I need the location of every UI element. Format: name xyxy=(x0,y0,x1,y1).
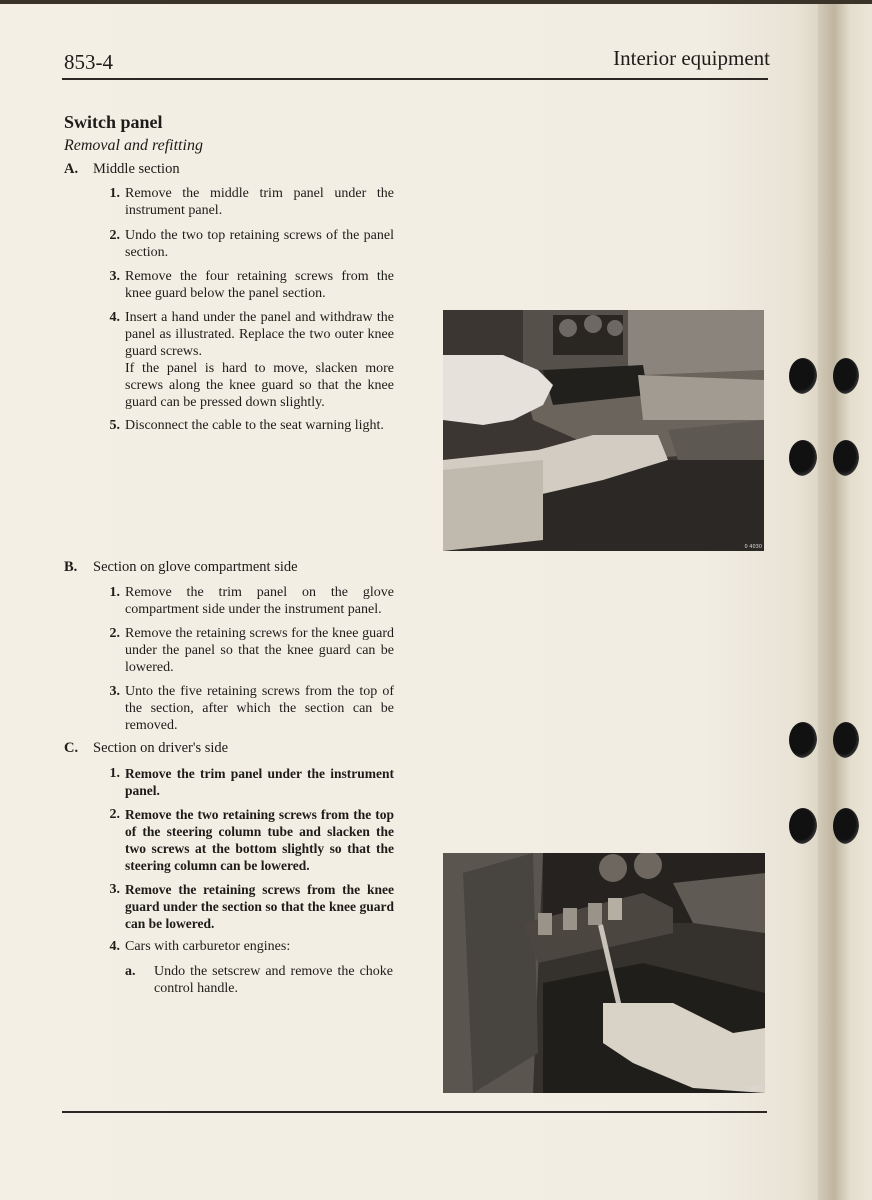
top-edge xyxy=(0,0,872,4)
part-a-step-1: 1. Remove the middle trim panel under the instrument panel. xyxy=(109,186,394,218)
figure-1-label: 0 4030 xyxy=(744,544,762,550)
part-c-step-2: 2. Remove the two retaining screws from the top of the steering column tube and slacken the two screws at the bottom slightly so that the steering column can be lowered. xyxy=(109,807,394,873)
footer-rule xyxy=(62,1111,767,1113)
part-b-step-1: 1. Remove the trim panel on the glove compartment side under the instrument panel. xyxy=(109,585,394,617)
part-b-heading xyxy=(64,559,298,576)
part-a-step-3: 3. Remove the four retaining screws from the knee guard below the panel section. xyxy=(109,269,394,301)
page-number: 853-4 xyxy=(64,50,113,74)
part-c-substep-a: a. Undo the setscrew and remove the choke control handle. xyxy=(125,964,393,996)
part-b-title: Section on glove compartment side xyxy=(93,559,298,575)
part-c-title: Section on driver's side xyxy=(93,740,229,756)
part-b-step-3: 3. Unto the five retaining screws from the top of the section, after which the section can be removed. xyxy=(109,684,394,733)
header-rule xyxy=(62,78,768,80)
binder-hole-icon xyxy=(789,440,817,476)
part-a-step-4: 4. Insert a hand under the panel and withdraw the panel as illustrated. Replace the two outer knee guard screws. If the panel is hard to move, slacken more screws along the knee guard so that the knee guard can be pressed down slightly. xyxy=(109,310,394,410)
part-a-title: Middle section xyxy=(93,161,180,177)
binder-hole-icon xyxy=(833,440,859,476)
figure-withdraw-panel-image xyxy=(443,310,764,551)
part-c-step-1: 1. Remove the trim panel under the instrument panel. xyxy=(109,766,394,798)
part-a-step-2: 2. Undo the two top retaining screws of the panel section. xyxy=(109,228,394,260)
section-title: Switch panel xyxy=(64,112,163,132)
binder-hole-icon xyxy=(789,808,817,844)
figure-2-label: 0 4031 xyxy=(745,1086,763,1092)
part-a-step-5: 5. Disconnect the cable to the seat warning light. xyxy=(109,418,384,433)
part-a-heading xyxy=(64,161,180,178)
chapter-title: Interior equipment xyxy=(613,46,770,70)
binder-hole-icon xyxy=(789,722,817,758)
part-c-step-4: 4. Cars with carburetor engines: xyxy=(109,939,291,954)
part-b-letter: B. xyxy=(64,559,78,575)
figure-withdraw-panel xyxy=(443,310,764,551)
part-b-step-2: 2. Remove the retaining screws for the knee guard under the panel so that the knee guard can be lowered. xyxy=(109,626,394,675)
binder-hole-icon xyxy=(789,358,817,394)
binding-gutter xyxy=(818,0,872,1200)
binder-hole-icon xyxy=(833,358,859,394)
part-c-heading xyxy=(64,740,228,757)
figure-choke-handle xyxy=(443,853,765,1093)
part-c-letter: C. xyxy=(64,740,79,756)
part-a-letter: A. xyxy=(64,161,79,177)
figure-choke-handle-image xyxy=(443,853,765,1093)
binder-hole-icon xyxy=(833,722,859,758)
part-a-step-4-note: If the panel is hard to move, slacken more screws along the knee guard so that the knee guard can be pressed down slightly. xyxy=(125,361,394,410)
part-c-step-3: 3. Remove the retaining screws from the knee guard under the section so that the knee guard can be lowered. xyxy=(109,882,394,931)
binder-hole-icon xyxy=(833,808,859,844)
section-subtitle: Removal and refitting xyxy=(64,137,203,154)
